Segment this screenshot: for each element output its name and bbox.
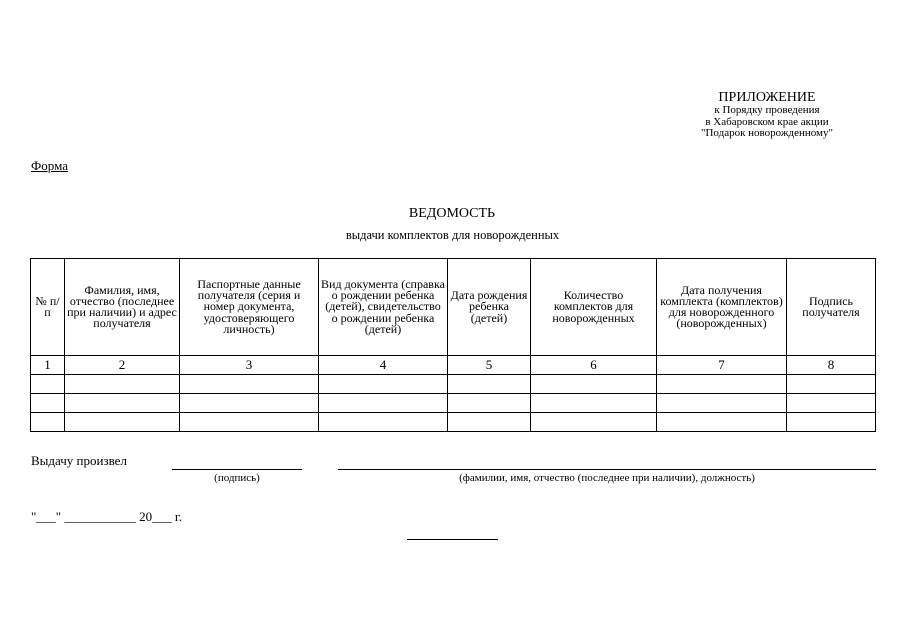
table-cell[interactable] — [180, 375, 319, 394]
table-cell[interactable] — [657, 394, 787, 413]
table-cell[interactable] — [31, 413, 65, 432]
appendix-line-3: "Подарок новорожденному" — [700, 127, 834, 139]
table-cell[interactable] — [448, 413, 531, 432]
table-cell[interactable] — [31, 375, 65, 394]
header-cell-receipt-date: Дата получения комплекта (комплектов) для новорожденного (новорожденных) — [657, 259, 787, 356]
column-number: 3 — [180, 356, 319, 375]
table-cell[interactable] — [657, 413, 787, 432]
header-cell-document-type: Вид документа (справка о рождении ребенка (детей), свидетельство о рождении ребенка (детей) — [319, 259, 448, 356]
table-cell[interactable] — [448, 394, 531, 413]
table-row — [31, 375, 876, 394]
appendix-title: ПРИЛОЖЕНИЕ — [718, 90, 816, 105]
date-line: "___" ___________ 20___ г. — [31, 509, 182, 524]
table-cell[interactable] — [180, 413, 319, 432]
header-cell-recipient-name: Фамилия, имя, отчество (последнее при наличии) и адрес получателя — [65, 259, 180, 356]
table-cell[interactable] — [65, 375, 180, 394]
table-header-row — [31, 259, 876, 356]
column-number: 6 — [531, 356, 657, 375]
table-cell[interactable] — [448, 375, 531, 394]
header-cell-number: № п/п — [31, 259, 65, 356]
appendix-block — [662, 90, 872, 140]
table-row — [31, 413, 876, 432]
table-row — [31, 394, 876, 413]
table-cell[interactable] — [31, 394, 65, 413]
table-cell[interactable] — [657, 375, 787, 394]
name-position-line[interactable] — [338, 469, 876, 470]
table-cell[interactable] — [180, 394, 319, 413]
column-number: 4 — [319, 356, 448, 375]
column-number: 5 — [448, 356, 531, 375]
table-cell[interactable] — [531, 375, 657, 394]
header-cell-passport: Паспортные данные получателя (серия и номер документа, удостоверяющего личность) — [180, 259, 319, 356]
column-number: 1 — [31, 356, 65, 375]
document-subtitle: выдачи комплектов для новорожденных — [345, 228, 560, 242]
appendix-line-1: к Порядку проведения — [714, 104, 820, 116]
signature-line[interactable] — [172, 469, 302, 470]
table-cell[interactable] — [787, 413, 876, 432]
column-number: 8 — [787, 356, 876, 375]
table-cell[interactable] — [319, 413, 448, 432]
column-number: 2 — [65, 356, 180, 375]
header-cell-kit-count: Количество комплектов для новорожденных — [531, 259, 657, 356]
table-cell[interactable] — [787, 375, 876, 394]
appendix-line-2: в Хабаровском крае акции — [705, 115, 829, 128]
column-number-row — [31, 356, 876, 375]
table-cell[interactable] — [65, 394, 180, 413]
table-cell[interactable] — [65, 413, 180, 432]
header-cell-signature: Подпись получателя — [787, 259, 876, 356]
table-cell[interactable] — [531, 413, 657, 432]
table-cell[interactable] — [319, 375, 448, 394]
document-title: ВЕДОМОСТЬ — [408, 206, 496, 221]
bottom-line — [407, 539, 498, 540]
ledger-table — [30, 258, 876, 432]
name-position-caption: (фамилии, имя, отчество (последнее при наличии), должность) — [459, 472, 755, 484]
table-cell[interactable] — [531, 394, 657, 413]
table-cell[interactable] — [319, 394, 448, 413]
header-cell-birth-date: Дата рождения ребенка (детей) — [448, 259, 531, 356]
column-number: 7 — [657, 356, 787, 375]
issued-by-label: Выдачу произвел — [31, 453, 127, 468]
form-label: Форма — [31, 158, 68, 173]
signature-caption: (подпись) — [214, 472, 260, 484]
table-cell[interactable] — [787, 394, 876, 413]
